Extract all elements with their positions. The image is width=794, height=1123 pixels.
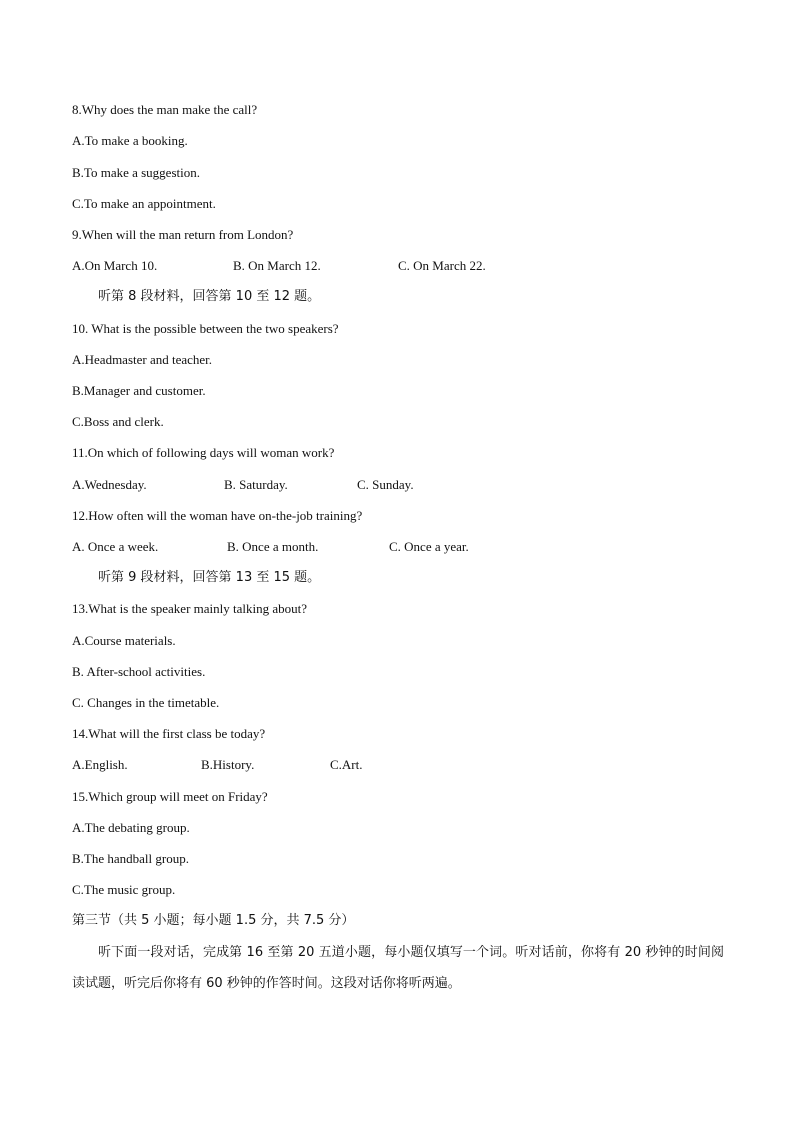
question-11-option-a: A.Wednesday. xyxy=(72,477,147,492)
question-8-option-a: A.To make a booking. xyxy=(72,133,188,148)
section-3-instructions: 听下面一段对话，完成第 16 至第 20 五道小题，每小题仅填写一个词。听对话前，你将有 20 秒钟的时间阅读试题，听完后你将有 60 秒钟的作答时间。这段对话你将听两遍。 xyxy=(72,945,724,991)
question-10-option-b: B.Manager and customer. xyxy=(72,383,206,398)
question-8: 8.Why does the man make the call? xyxy=(72,102,258,117)
question-12-options xyxy=(72,539,672,555)
question-12-option-b: B. Once a month. xyxy=(227,539,319,554)
question-14-option-b: B.History. xyxy=(201,757,255,772)
section-8-instruction: 听第 8 段材料，回答第 10 至 12 题。 xyxy=(98,289,321,304)
question-9-option-b: B. On March 12. xyxy=(233,258,321,273)
question-13-option-a: A.Course materials. xyxy=(72,633,176,648)
question-13-option-c: C. Changes in the timetable. xyxy=(72,695,220,710)
question-14-option-a: A.English. xyxy=(72,757,128,772)
question-12: 12.How often will the woman have on-the-job training? xyxy=(72,508,363,523)
question-9: 9.When will the man return from London? xyxy=(72,227,294,242)
question-14: 14.What will the first class be today? xyxy=(72,726,266,741)
question-14-options xyxy=(72,757,672,773)
question-9-option-c: C. On March 22. xyxy=(398,258,486,273)
section-3-heading: 第三节（共 5 小题；每小题 1.5 分，共 7.5 分） xyxy=(72,913,355,928)
question-9-options xyxy=(72,258,672,274)
question-11-option-c: C. Sunday. xyxy=(357,477,414,492)
question-10: 10. What is the possible between the two speakers? xyxy=(72,321,339,336)
question-15-option-a: A.The debating group. xyxy=(72,820,190,835)
question-13: 13.What is the speaker mainly talking about? xyxy=(72,601,308,616)
question-13-option-b: B. After-school activities. xyxy=(72,664,206,679)
question-12-option-a: A. Once a week. xyxy=(72,539,159,554)
question-14-option-c: C.Art. xyxy=(330,757,363,772)
question-8-option-b: B.To make a suggestion. xyxy=(72,165,200,180)
question-15-option-c: C.The music group. xyxy=(72,882,176,897)
question-8-option-c: C.To make an appointment. xyxy=(72,196,216,211)
question-11-option-b: B. Saturday. xyxy=(224,477,288,492)
question-9-option-a: A.On March 10. xyxy=(72,258,158,273)
question-11-options xyxy=(72,477,672,493)
question-11: 11.On which of following days will woman work? xyxy=(72,445,335,460)
question-12-option-c: C. Once a year. xyxy=(389,539,469,554)
question-15: 15.Which group will meet on Friday? xyxy=(72,789,268,804)
question-15-option-b: B.The handball group. xyxy=(72,851,189,866)
question-10-option-a: A.Headmaster and teacher. xyxy=(72,352,213,367)
question-10-option-c: C.Boss and clerk. xyxy=(72,414,164,429)
section-9-instruction: 听第 9 段材料，回答第 13 至 15 题。 xyxy=(98,570,321,585)
